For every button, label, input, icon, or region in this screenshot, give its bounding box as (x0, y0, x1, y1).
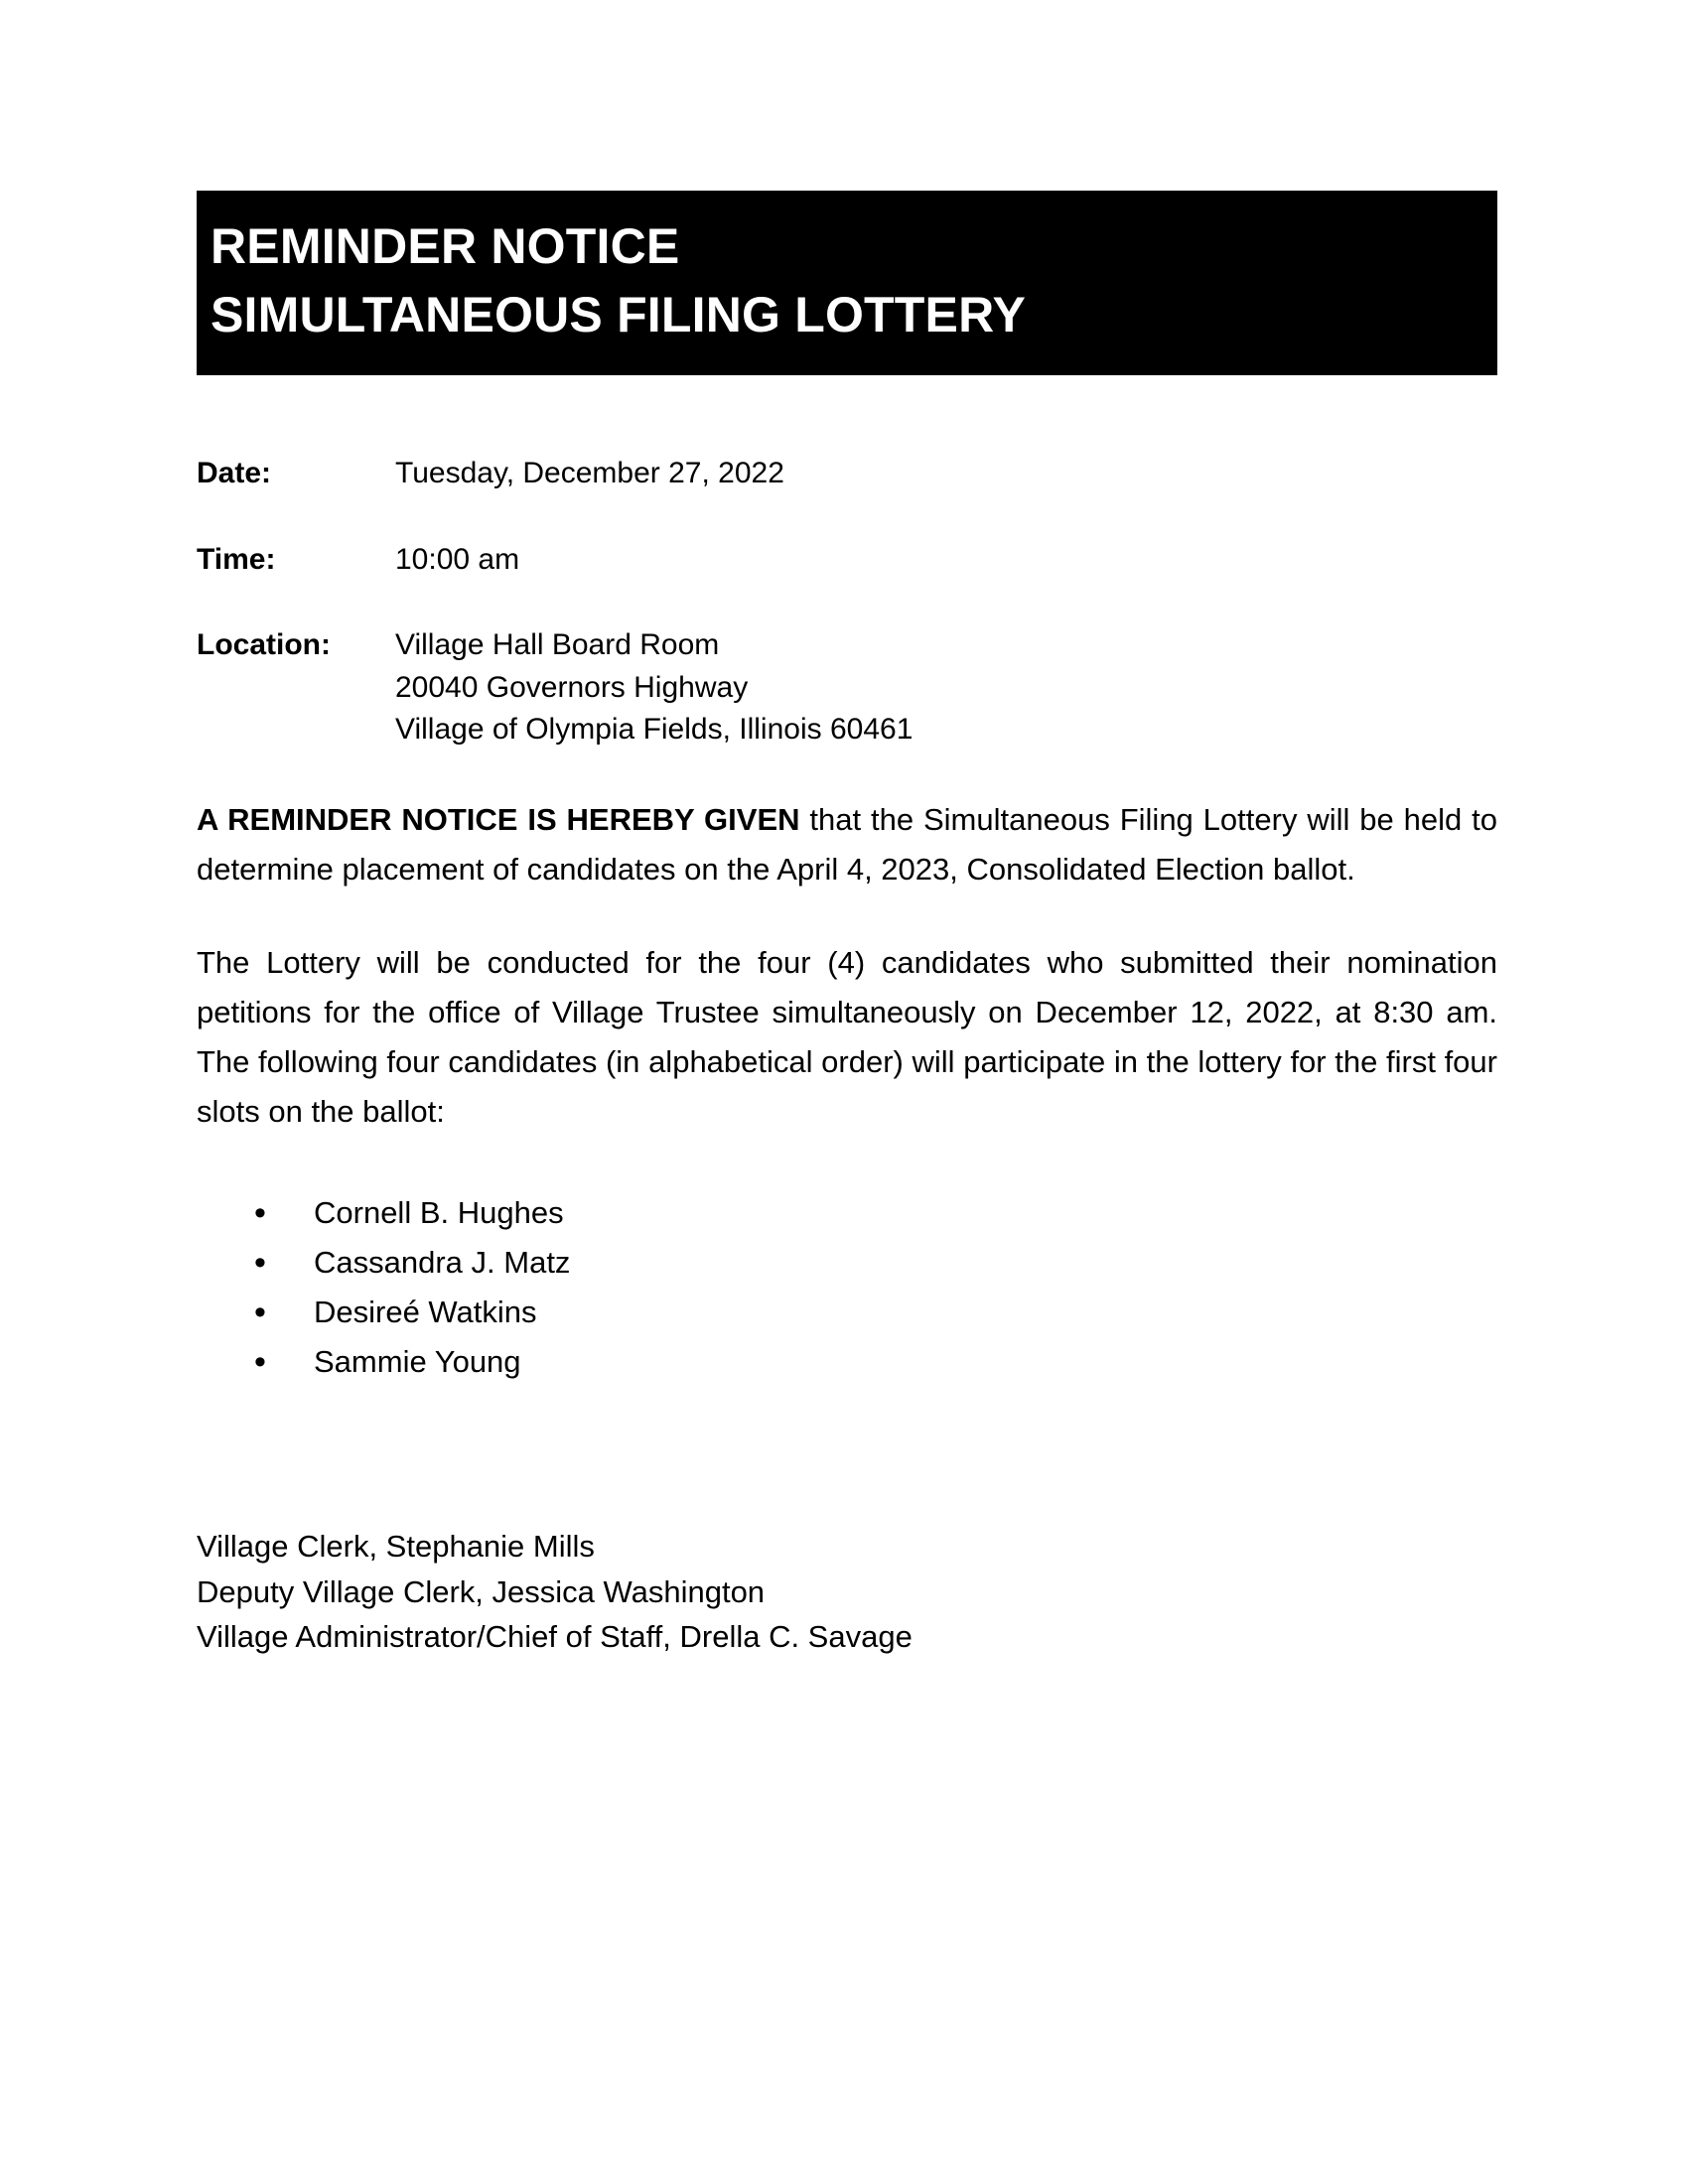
title-banner (197, 191, 1497, 375)
detail-row-location (197, 624, 1497, 751)
notice-paragraph-1 (197, 795, 1497, 894)
location-line-3: Village of Olympia Fields, Illinois 60461 (395, 713, 914, 747)
event-details (197, 453, 1497, 751)
document-body (197, 0, 1497, 1660)
title-line-primary: REMINDER NOTICE (211, 218, 680, 274)
time-label: Time: (197, 542, 276, 576)
title-line-secondary: SIMULTANEOUS FILING LOTTERY (211, 287, 1027, 342)
list-item: • Cassandra J. Matz (254, 1241, 1497, 1286)
list-item: • Sammie Young (254, 1340, 1497, 1385)
detail-row-time (197, 539, 1497, 582)
location-value (395, 624, 913, 751)
notice-lead-text: A REMINDER NOTICE IS HEREBY GIVEN (197, 801, 800, 837)
list-item: • Desireé Watkins (254, 1291, 1497, 1335)
signature-village-administrator: Village Administrator/Chief of Staff, Drella C. Savage (197, 1619, 913, 1655)
signature-village-clerk: Village Clerk, Stephanie Mills (197, 1529, 595, 1565)
location-label: Location: (197, 628, 331, 662)
time-value: 10:00 am (395, 542, 520, 576)
notice-paragraph-1-rest: that the Simultaneous Filing Lottery will be held to determine placement of candidates on the April 4, 2023, Consolidated Election ballot. (197, 801, 1498, 887)
signature-deputy-village-clerk: Deputy Village Clerk, Jessica Washington (197, 1573, 766, 1609)
signature-block (197, 1524, 1497, 1660)
date-value: Tuesday, December 27, 2022 (395, 457, 784, 489)
candidate-list (197, 1191, 1497, 1385)
notice-paragraph-2: The Lottery will be conducted for the four (4) candidates who submitted their nomination petitions for the office of Village Trustee simultaneously on December 12, 2022, at 8:30 am. The following four candidates (in alphabetical order) will participate in the lottery for the first four slots on the ballot: (197, 944, 1497, 1129)
location-line-1: Village Hall Board Room (395, 628, 720, 662)
location-line-2: 20040 Governors Highway (395, 670, 749, 704)
date-label: Date: (197, 457, 272, 489)
detail-row-date (197, 453, 1497, 495)
list-item: • Cornell B. Hughes (254, 1191, 1497, 1236)
